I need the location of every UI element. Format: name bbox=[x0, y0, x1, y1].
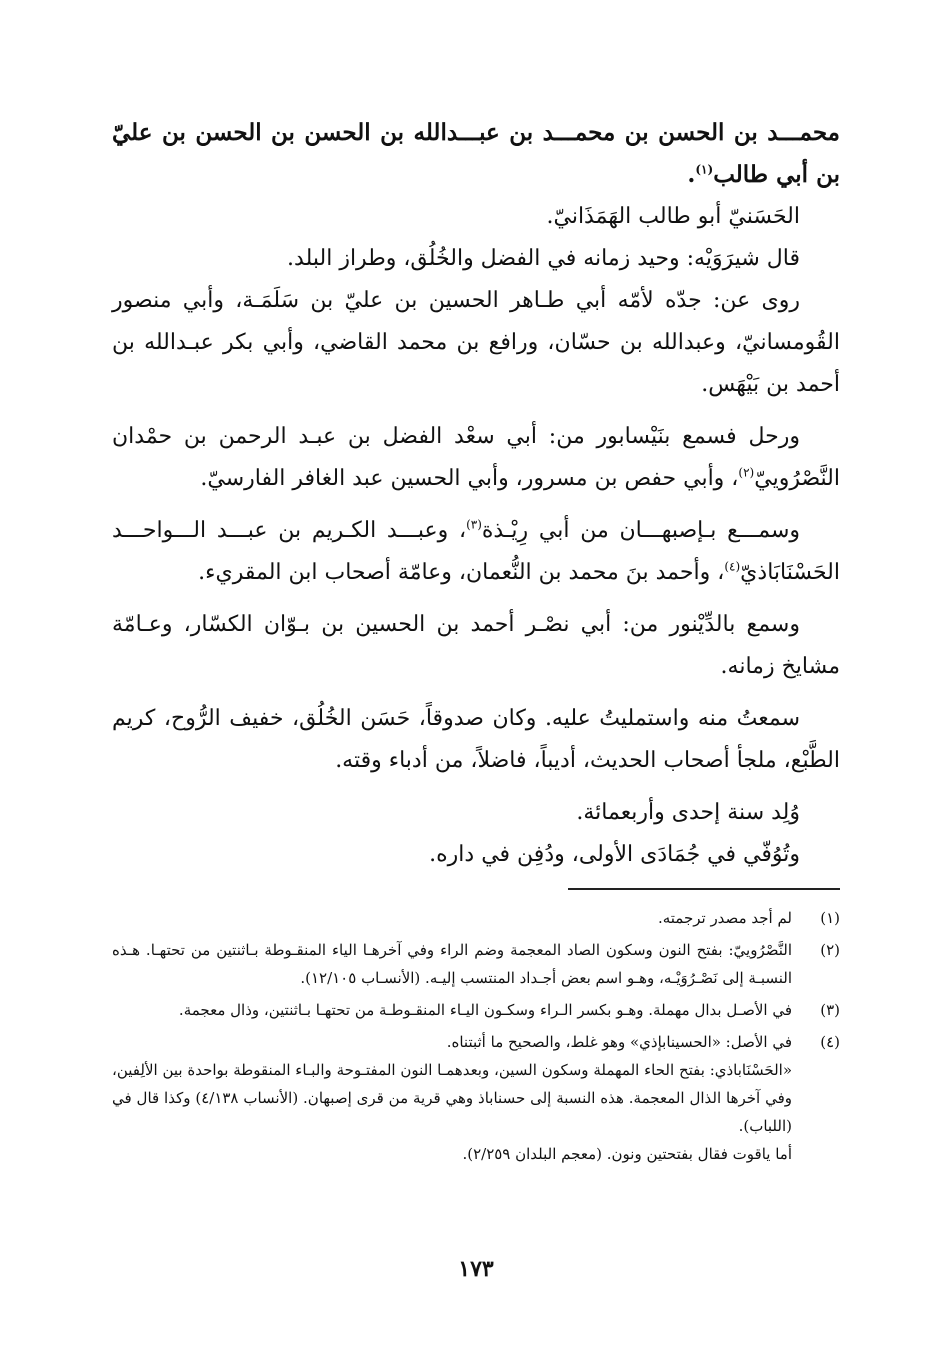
entry-heading bbox=[112, 112, 840, 196]
heading-end: . bbox=[687, 161, 696, 188]
paragraph-nisba: الحَسَنيّ أبو طالب الهَمَذَانيّ. bbox=[546, 204, 800, 229]
footnote-number: (٤) bbox=[820, 1033, 840, 1051]
footnote-number: (١) bbox=[820, 909, 840, 927]
paragraph-dinawar: وسمع بالدِّيْنور من: أبي نصْـر أحمد بن الحسين بن بـوّان الكسّار، وعـامّة مشايخ زمانه. bbox=[112, 612, 840, 679]
p5-text-b: ، وعبـــد الكـريم بن عبـــد الـــواحـــد الحَسْنَابَاذيّ bbox=[112, 518, 840, 585]
paragraph-assessment: سمعتُ منه واستمليتُ عليه. وكان صدوقاً، حَسَن الخُلُق، خفيف الرُّوح، كريم الطَّبْع، ملجأ أصحاب الحديث، أديباً، فاضلاً، من أدباء وقته. bbox=[112, 706, 840, 773]
paragraph-death: وتُوُفّي في جُمَادَى الأولى، ودُفِن في داره. bbox=[429, 842, 800, 867]
footnote-3 bbox=[112, 996, 840, 1024]
footnote-2 bbox=[112, 936, 840, 992]
footnote-number: (٢) bbox=[820, 941, 840, 959]
p4-text-a: ورحل فسمع بنَيْسابور من: أبي سعْد الفضل بن عبـد الرحمن بن حمْدان النَّصْرُوييّ bbox=[112, 424, 840, 491]
page-number: ١٧٣ bbox=[458, 1256, 494, 1282]
footnote-4-line-1: في الأصل: «الحسينابإذي» وهو غلط، والصحيح ما أثبتناه. bbox=[446, 1033, 792, 1051]
heading-line-1: محمـــد بن الحسن بن محمـــد بن عبـــدالله بن الحسن بن الحسن بن عليّ بن أبي bbox=[112, 119, 840, 188]
footnote-divider bbox=[568, 888, 840, 890]
paragraph-birth: وُلِد سنة إحدى وأربعمائة. bbox=[576, 800, 800, 825]
footnote-ref-2: (٢) bbox=[738, 465, 755, 480]
footnote-text: النَّصْرُوييّ: بفتح النون وسكون الصاد المعجمة وضم الراء وفي آخرهـا الياء المنقـوطة بـاثنتين من تحتهـا. هـذه النسبـة إلى نَصْـرُوَيْـه، وهـو اسم بعض أجـداد المنتسب إليـه. (الأنسـاب ١٢/١٠٥). bbox=[112, 941, 792, 987]
footnote-text: في الأصـل بدال مهملة. وهـو بكسر الـراء وسكـون اليـاء المنقـوطـة من تحتهـا بـاثنتين، وذال معجمة. bbox=[178, 1001, 792, 1019]
footnote-4 bbox=[112, 1028, 840, 1168]
footnote-ref-3: (٣) bbox=[466, 517, 482, 532]
footnote-ref-4: (٤) bbox=[724, 559, 741, 574]
footnote-4-line-3: أما ياقوت فقال بفتحتين ونون. (معجم البلدان ٢/٢٥٩). bbox=[462, 1145, 792, 1163]
footnote-number: (٣) bbox=[820, 1001, 840, 1019]
paragraph-isfahan bbox=[112, 510, 840, 594]
footnote-text: لم أجد مصدر ترجمته. bbox=[657, 909, 792, 927]
footnotes bbox=[112, 904, 840, 1172]
paragraph-quote: قال شيرَوَيْه: وحيد زمانه في الفضل والخُلُق، وطراز البلد. bbox=[287, 246, 800, 271]
p5-text-a: وسمـــع بـإصبهـــان من أبي رِيْـذة bbox=[481, 518, 800, 543]
footnote-1 bbox=[112, 904, 840, 932]
p4-text-b: ، وأبي حفص بن مسرور، وأبي الحسين عبد الغافر الفارسيّ. bbox=[200, 466, 739, 491]
biography-entry bbox=[112, 112, 840, 876]
p5-text-c: ، وأحمد بنَ محمد بن النُّعمان، وعامّة أصحاب ابن المقريء. bbox=[198, 560, 725, 585]
footnote-text bbox=[112, 1028, 792, 1168]
footnote-ref-1: (١) bbox=[695, 162, 714, 177]
footnote-4-line-2: «الحَسْنَاباذي: بفتح الحاء المهملة وسكون السين، وبعدهمـا النون المفتـوحة والبـاء المنقوطة بواحدة بين الألِفين، وفي آخرها الذال المعجمة. هذه النسبة إلى حسناباذ وهي قرية من قرى إصبهان. (الأنساب ٤/١٣٨) وكذا قال في (اللباب). bbox=[112, 1061, 792, 1135]
paragraph-narrated-from: روى عن: جدّه لأمّه أبي طـاهر الحسين بن عليّ بن سَلَمَـة، وأبي منصور القُومسانيّ، وعبدالله بن حسّان، ورافع بن محمد القاضي، وأبي بكر عبـدالله بن أحمد بن بَيْهَس. bbox=[112, 288, 840, 397]
heading-line-2: طالب bbox=[713, 161, 769, 188]
paragraph-nishapur bbox=[112, 416, 840, 500]
